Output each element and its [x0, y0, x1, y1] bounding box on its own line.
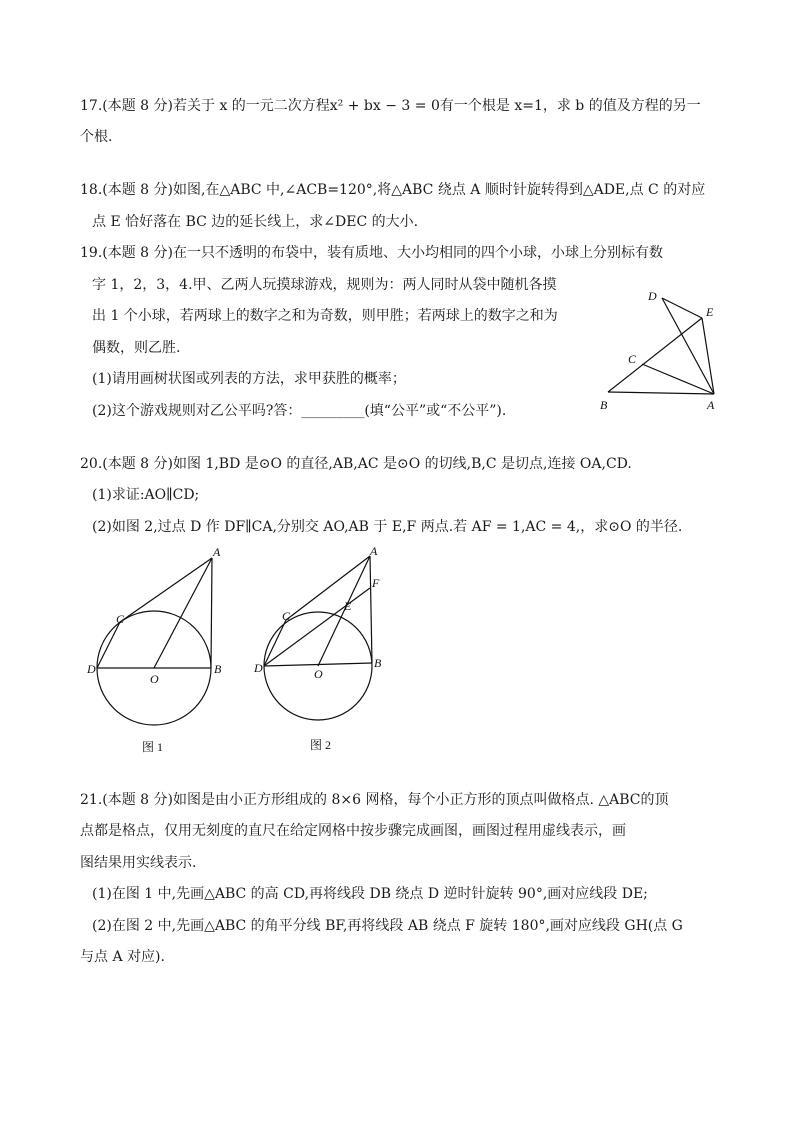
segment-OA — [154, 558, 212, 668]
label-C: C — [282, 609, 291, 623]
q18-line-1: 18.(本题 8 分)如图,在△ABC 中,∠ACB=120°,将△ABC 绕点 A 顺时针旋转得到△ADE,点 C 的对应 — [80, 182, 706, 198]
label-D: D — [254, 661, 263, 675]
q19-line-2: 字 1，2，3，4.甲、乙两人玩摸球游戏，规则为：两人同时从袋中随机各摸 — [92, 277, 557, 293]
q19-line-4: 偶数，则乙胜. — [92, 340, 181, 356]
label-C: C — [628, 352, 637, 366]
q17-line-2: 个根. — [80, 129, 113, 145]
segment-BE — [608, 318, 702, 392]
q20-line-1: 20.(本题 8 分)如图 1,BD 是⊙O 的直径,AB,AC 是⊙O 的切线,B,C 是切点,连接 OA,CD. — [80, 456, 632, 472]
label-D: D — [87, 662, 96, 676]
label-B: B — [600, 398, 608, 412]
figure-1-caption: 图 1 — [142, 740, 164, 754]
q20-figure-1 — [84, 544, 234, 756]
q18-line-2: 点 E 恰好落在 BC 边的延长线上，求∠DEC 的大小. — [92, 214, 419, 230]
label-O: O — [150, 672, 159, 686]
label-F: F — [372, 576, 380, 590]
segment-CA — [642, 364, 714, 394]
q21-line-3: 图结果用实线表示. — [80, 855, 197, 871]
q20-part-2: (2)如图 2,过点 D 作 DF∥CA,分别交 AO,AB 于 E,F 两点.若 AF = 1,AC = 4,，求⊙O 的半径. — [92, 519, 683, 535]
label-E: E — [706, 305, 714, 319]
label-E: E — [344, 599, 352, 613]
q19-line-3: 出 1 个小球，若两球上的数字之和为奇数，则甲胜；若两球上的数字之和为 — [92, 308, 558, 324]
tangent-AB — [370, 556, 372, 663]
q21-part-2: (2)在图 2 中,先画△ABC 的角平分线 BF,再将线段 AB 绕点 F 旋转 180°,画对应线段 GH(点 G — [92, 918, 683, 934]
label-C: C — [116, 612, 125, 626]
tangent-AC — [286, 556, 370, 620]
q20-part-1: (1)求证:AO∥CD; — [92, 487, 200, 503]
label-A: A — [707, 398, 715, 412]
label-A: A — [213, 545, 221, 559]
segment-BA — [608, 392, 714, 394]
q21-part-3: 与点 A 对应). — [80, 949, 165, 965]
label-B: B — [374, 656, 382, 670]
q21-part-1: (1)在图 1 中,先画△ABC 的高 CD,再将线段 DB 绕点 D 逆时针旋转 90°,画对应线段 DE; — [92, 886, 648, 902]
tangent-AB — [211, 558, 212, 668]
q17-line-1: 17.(本题 8 分)若关于 x 的一元二次方程x² + bx − 3 = 0有一个根是 x=1，求 b 的值及方程的另一 — [80, 98, 701, 114]
q19-part-1: (1)请用画树状图或列表的方法，求甲获胜的概率； — [92, 371, 406, 387]
q19-part-2: (2)这个游戏规则对乙公平吗?答：_________(填“公平”或“不公平”). — [92, 403, 507, 419]
label-D: D — [648, 289, 657, 303]
q21-line-2: 点都是格点，仅用无刻度的直尺在给定网格中按步骤完成画图，画图过程用虚线表示，画 — [80, 823, 626, 839]
q18-figure — [596, 282, 736, 414]
q19-line-1: 19.(本题 8 分)在一只不透明的布袋中，装有质地、大小均相同的四个小球，小球上分别标有数 — [80, 245, 663, 261]
label-B: B — [214, 662, 222, 676]
figure-2-caption: 图 2 — [310, 738, 332, 752]
q20-figure-2 — [252, 542, 402, 754]
label-A: A — [370, 544, 378, 558]
label-O: O — [314, 667, 323, 681]
q21-line-1: 21.(本题 8 分)如图是由小正方形组成的 8×6 网格，每个小正方形的顶点叫做格点. △ABC的顶 — [80, 792, 669, 808]
segment-CD — [264, 620, 286, 666]
segment-CD — [97, 622, 120, 668]
